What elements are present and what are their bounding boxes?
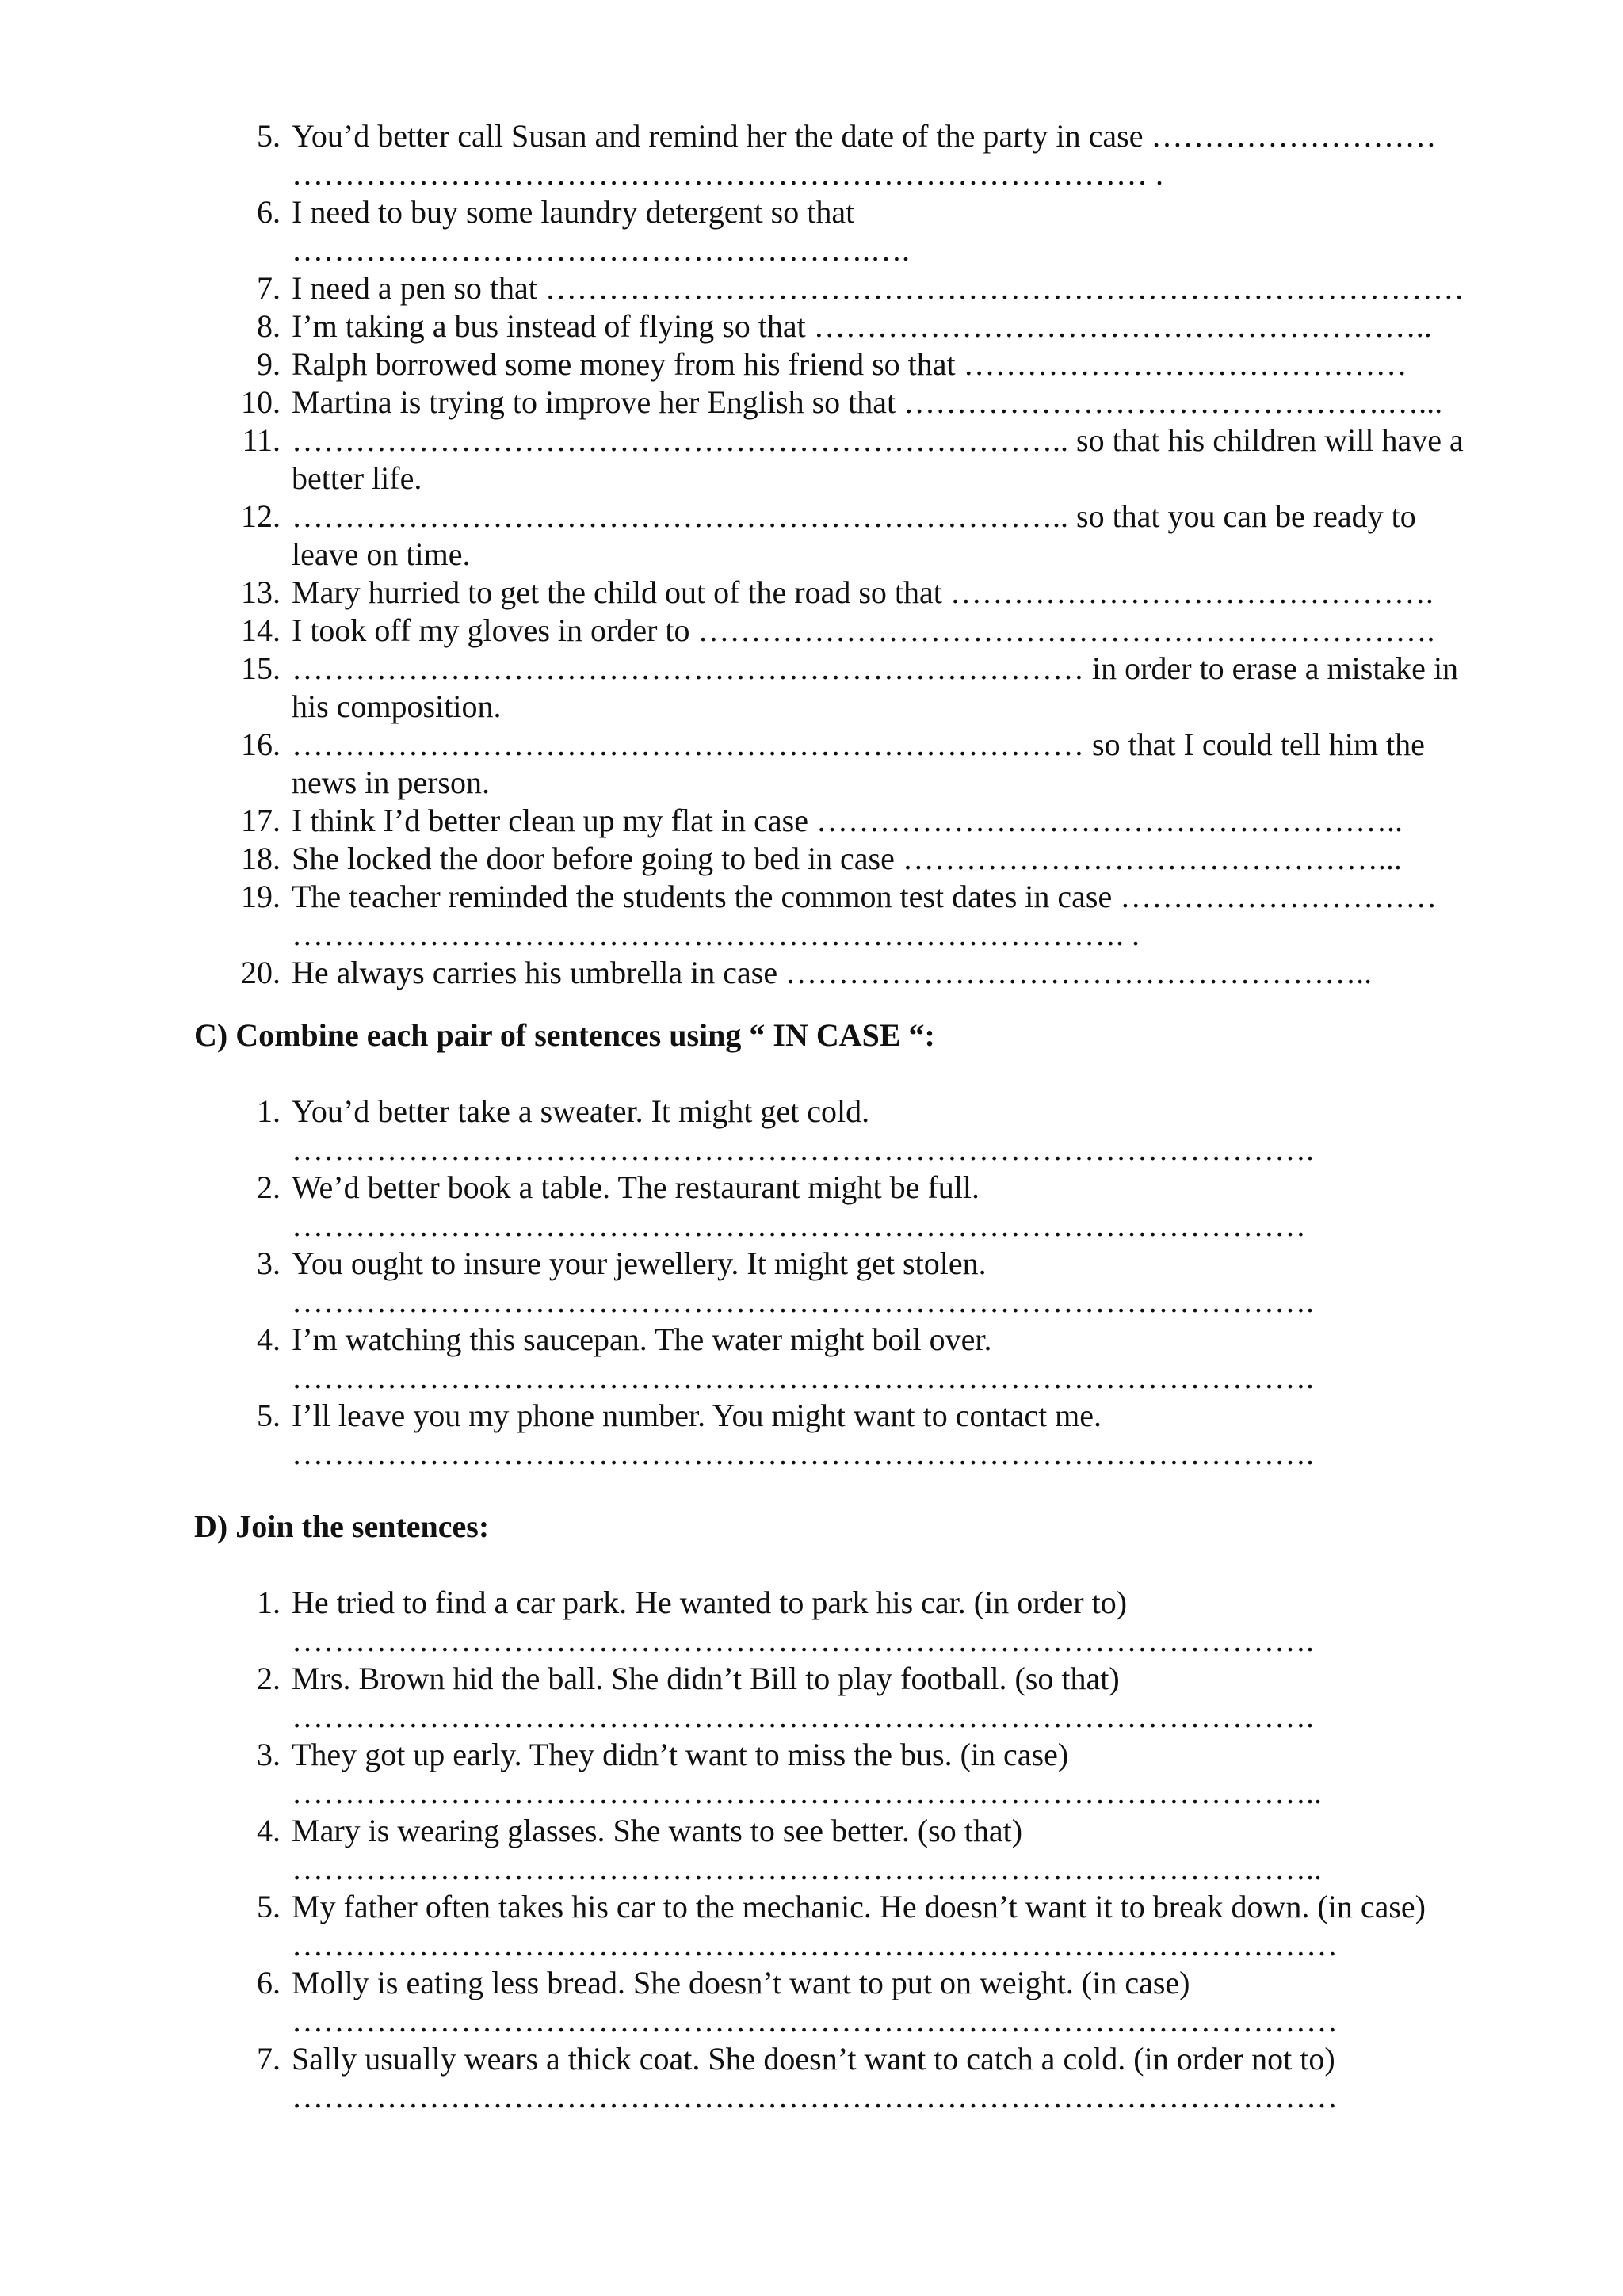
exercise-item (230, 1660, 1466, 1736)
section-c-exercise-list (230, 1093, 1466, 1473)
answer-blank[interactable]: ……………………………………………………………………………………. (292, 1360, 1314, 1395)
answer-blank[interactable]: ……………………………………………………………………………………… (292, 2003, 1338, 2039)
answer-blank[interactable]: …………………………………………………………………………………….. (292, 1851, 1322, 1886)
exercise-item (230, 1888, 1466, 1964)
answer-blank[interactable]: ……………………………………………………………………………………… (292, 2079, 1338, 2115)
exercise-item (230, 269, 1466, 307)
exercise-item (230, 1245, 1466, 1321)
exercise-item (230, 612, 1466, 650)
item-number: 3. (257, 1737, 281, 1772)
section-a-exercise-list (230, 117, 1472, 992)
exercise-item (230, 307, 1466, 345)
exercise-item (230, 1321, 1466, 1397)
exercise-item (230, 2040, 1466, 2116)
exercise-item (230, 383, 1466, 421)
item-text: She locked the door before going to bed in case ………………………………………... (292, 841, 1402, 876)
exercise-item (230, 726, 1466, 802)
item-prompt: My father often takes his car to the mechanic. He doesn’t want it to break down. (in case) (292, 1889, 1426, 1924)
exercise-item (230, 650, 1466, 726)
item-prompt: Sally usually wears a thick coat. She doesn’t want to catch a cold. (in order not to) (292, 2041, 1335, 2077)
exercise-item (230, 1812, 1466, 1888)
item-number: 17. (241, 803, 281, 838)
item-number: 18. (241, 841, 281, 876)
item-number: 20. (241, 955, 281, 990)
item-number: 10. (241, 384, 281, 420)
item-text: I think I’d better clean up my flat in case ……………………………………………….. (292, 803, 1403, 838)
item-text: Mary hurried to get the child out of the road so that ………………………………………. (292, 574, 1434, 610)
item-number: 16. (241, 727, 281, 762)
exercise-item (230, 117, 1466, 193)
item-text: The teacher reminded the students the common test dates in case ………………………… ……………………………………………………………………. . (292, 879, 1438, 952)
item-number: 4. (257, 1322, 281, 1357)
answer-blank[interactable]: ……………………………………………………………………………………… (292, 1927, 1338, 1962)
item-text: ………………………………………………………………… in order to erase a mistake in his composition. (292, 650, 1467, 724)
item-prompt: We’d better book a table. The restaurant might be full. (292, 1169, 980, 1205)
section-d-exercise-list (230, 1584, 1466, 2116)
item-text: I need to buy some laundry detergent so that ……………………………………………….…. (292, 194, 910, 268)
answer-blank[interactable]: ……………………………………………………………………………………. (292, 1623, 1314, 1658)
item-text: I’m taking a bus instead of flying so that ………………………………………………….. (292, 308, 1432, 344)
item-prompt: Mary is wearing glasses. She wants to see better. (so that) (292, 1813, 1023, 1848)
item-prompt: You’d better take a sweater. It might get cold. (292, 1093, 870, 1129)
item-text: Martina is trying to improve her English so that ……………………………………….…... (292, 384, 1443, 420)
item-text: I took off my gloves in order to ……………………………………………………………. (292, 612, 1435, 648)
exercise-item (230, 878, 1466, 954)
item-text: Ralph borrowed some money from his friend so that …………………………………… (292, 346, 1407, 382)
item-text: ………………………………………………………………… so that I could tell him the news in person. (292, 727, 1433, 800)
item-number: 14. (241, 612, 281, 648)
item-number: 12. (241, 498, 281, 534)
item-number: 5. (257, 1398, 281, 1433)
item-number: 2. (257, 1661, 281, 1696)
item-number: 5. (257, 1889, 281, 1924)
section-c-heading: C) Combine each pair of sentences using “ IN CASE “: (194, 1017, 935, 1053)
exercise-item (230, 802, 1466, 840)
item-text: I need a pen so that …………………………………………………………………………… (292, 270, 1465, 306)
item-number: 5. (257, 118, 281, 154)
item-prompt: Mrs. Brown hid the ball. She didn’t Bill to play football. (so that) (292, 1661, 1120, 1696)
item-number: 4. (257, 1813, 281, 1848)
exercise-item (230, 1964, 1466, 2040)
item-number: 15. (241, 650, 281, 686)
item-number: 9. (257, 346, 281, 382)
exercise-item (230, 345, 1466, 383)
item-prompt: They got up early. They didn’t want to miss the bus. (in case) (292, 1737, 1069, 1772)
exercise-item (230, 840, 1466, 878)
item-text: ……………………………………………………………….. so that his children will have a better life. (292, 422, 1472, 496)
exercise-item (230, 954, 1466, 992)
item-prompt: I’ll leave you my phone number. You might want to contact me. (292, 1398, 1102, 1433)
exercise-item (230, 193, 1466, 269)
item-prompt: He tried to find a car park. He wanted to park his car. (in order to) (292, 1585, 1128, 1620)
answer-blank[interactable]: …………………………………………………………………………………….. (292, 1775, 1322, 1810)
item-prompt: You ought to insure your jewellery. It might get stolen. (292, 1245, 987, 1281)
item-prompt: Molly is eating less bread. She doesn’t want to put on weight. (in case) (292, 1965, 1190, 2000)
item-number: 11. (242, 422, 281, 458)
exercise-item (230, 1736, 1466, 1812)
item-number: 1. (257, 1093, 281, 1129)
exercise-item (230, 498, 1466, 574)
item-number: 2. (257, 1169, 281, 1205)
exercise-item (230, 574, 1466, 612)
item-number: 7. (257, 2041, 281, 2077)
exercise-item (230, 1584, 1466, 1660)
item-text: ……………………………………………………………….. so that you can be ready to leave on time. (292, 498, 1424, 572)
section-d-heading: D) Join the sentences: (194, 1508, 490, 1544)
item-number: 6. (257, 1965, 281, 2000)
item-text: You’d better call Susan and remind her the date of the party in case ……………………… ……………………………………………………………………… . (292, 118, 1437, 192)
answer-blank[interactable]: ……………………………………………………………………………………. (292, 1436, 1314, 1471)
item-number: 6. (257, 194, 281, 230)
exercise-item (230, 1169, 1466, 1245)
item-number: 7. (257, 270, 281, 306)
item-number: 8. (257, 308, 281, 344)
item-number: 13. (241, 574, 281, 610)
answer-blank[interactable]: …………………………………………………………………………………… (292, 1207, 1306, 1243)
item-prompt: I’m watching this saucepan. The water might boil over. (292, 1322, 992, 1357)
answer-blank[interactable]: ……………………………………………………………………………………. (292, 1283, 1314, 1319)
answer-blank[interactable]: ……………………………………………………………………………………. (292, 1131, 1314, 1167)
item-text: He always carries his umbrella in case ……………………………………………….. (292, 955, 1373, 990)
exercise-item (230, 1093, 1466, 1169)
exercise-item (230, 421, 1472, 498)
exercise-item (230, 1397, 1466, 1473)
item-number: 1. (257, 1585, 281, 1620)
answer-blank[interactable]: ……………………………………………………………………………………. (292, 1699, 1314, 1734)
item-number: 3. (257, 1245, 281, 1281)
item-number: 19. (241, 879, 281, 914)
